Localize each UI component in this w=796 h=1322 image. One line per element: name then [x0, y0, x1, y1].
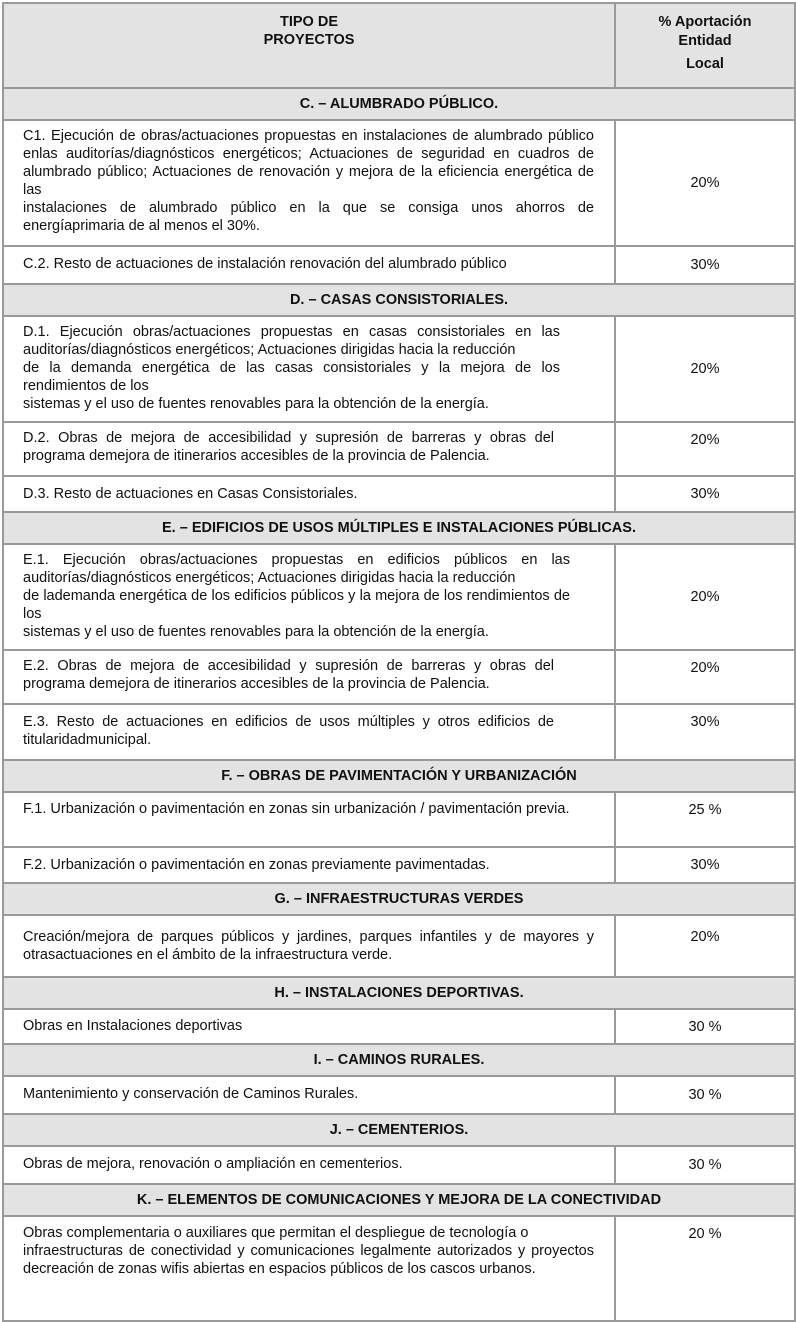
row-percentage: 30% [615, 476, 795, 512]
row-description [3, 847, 615, 883]
header-contribution-line1: % Aportación [658, 14, 752, 30]
row-percentage: 30% [615, 704, 795, 760]
row-description [3, 792, 615, 847]
row-text-line: instalaciones de alumbrado público en la que se consiga unos ahorros de energíaprimaria de al menos el 30%. [23, 200, 594, 234]
header-project-type-line2: PROYECTOS [263, 32, 355, 48]
row-description [3, 120, 615, 246]
row-text-line: C1. Ejecución de obras/actuaciones propuestas en instalaciones de alumbrado público enlas auditorías/diagnósticos energéticos; Actuaciones de seguridad en cuadros de alumbrado público; Actuaciones de renovación y mejora de la eficiencia energética de las [23, 128, 594, 198]
section-title: K. – ELEMENTOS DE COMUNICACIONES Y MEJORA DE LA CONECTIVIDAD [3, 1184, 795, 1216]
header-contribution-line3: Local [686, 56, 724, 72]
row-percentage: 20% [615, 316, 795, 422]
section-title: J. – CEMENTERIOS. [3, 1114, 795, 1146]
row-percentage: 20% [615, 544, 795, 650]
project-contribution-table [2, 2, 796, 1322]
row-percentage: 30% [615, 847, 795, 883]
row-description [3, 476, 615, 512]
table-row [3, 246, 795, 284]
row-text-line: Mantenimiento y conservación de Caminos Rurales. [23, 1086, 359, 1102]
row-description [3, 544, 615, 650]
section-title: C. – ALUMBRADO PÚBLICO. [3, 88, 795, 120]
row-text-line: E.2. Obras de mejora de accesibilidad y supresión de barreras y obras del programa demejora de itinerarios accesibles de la provincia de Palencia. [23, 658, 554, 692]
table-row [3, 120, 795, 246]
table-row [3, 1076, 795, 1114]
row-percentage: 20% [615, 422, 795, 476]
header-project-type [3, 3, 615, 88]
row-text-line: infraestructuras de conectividad y comunicaciones legalmente autorizados y proyectos decreación de zonas wifis abiertas en espacios públicos de los cascos urbanos. [23, 1243, 594, 1277]
table-row [3, 650, 795, 704]
section-title: D. – CASAS CONSISTORIALES. [3, 284, 795, 316]
section-title: F. – OBRAS DE PAVIMENTACIÓN Y URBANIZACIÓN [3, 760, 795, 792]
table-row [3, 704, 795, 760]
table-row [3, 792, 795, 847]
row-text-line: Obras en Instalaciones deportivas [23, 1018, 243, 1034]
row-text-line: F.2. Urbanización o pavimentación en zonas previamente pavimentadas. [23, 857, 490, 873]
row-description [3, 422, 615, 476]
row-percentage: 20% [615, 650, 795, 704]
row-description [3, 316, 615, 422]
table-row [3, 847, 795, 883]
table-header-row [3, 3, 795, 88]
section-row-e [3, 512, 795, 544]
row-text-line: sistemas y el uso de fuentes renovables para la obtención de la energía. [23, 624, 489, 640]
row-description [3, 650, 615, 704]
row-percentage: 20% [615, 915, 795, 977]
row-text-line: D.1. Ejecución obras/actuaciones propuestas en casas consistoriales en las auditorías/diagnósticos energéticos; Actuaciones dirigidas hacia la reducción [23, 324, 560, 358]
section-title: I. – CAMINOS RURALES. [3, 1044, 795, 1076]
row-description [3, 1216, 615, 1321]
section-title: E. – EDIFICIOS DE USOS MÚLTIPLES E INSTALACIONES PÚBLICAS. [3, 512, 795, 544]
table-row [3, 316, 795, 422]
row-description [3, 1009, 615, 1044]
section-row-f [3, 760, 795, 792]
section-title: G. – INFRAESTRUCTURAS VERDES [3, 883, 795, 915]
row-text-line: de la demanda energética de las casas consistoriales y la mejora de los rendimientos de los [23, 360, 560, 394]
table-row [3, 544, 795, 650]
row-text-line: Obras de mejora, renovación o ampliación en cementerios. [23, 1156, 403, 1172]
row-description [3, 915, 615, 977]
table-row [3, 1216, 795, 1321]
section-row-h [3, 977, 795, 1009]
section-row-k [3, 1184, 795, 1216]
table-row [3, 1146, 795, 1184]
row-percentage: 20 % [615, 1216, 795, 1321]
row-text-line: F.1. Urbanización o pavimentación en zonas sin urbanización / pavimentación previa. [23, 801, 570, 817]
row-percentage: 30% [615, 246, 795, 284]
row-percentage: 30 % [615, 1076, 795, 1114]
row-percentage: 30 % [615, 1009, 795, 1044]
section-row-j [3, 1114, 795, 1146]
row-percentage: 25 % [615, 792, 795, 847]
row-description [3, 1146, 615, 1184]
row-description [3, 246, 615, 284]
row-text-line: E.1. Ejecución obras/actuaciones propuestas en edificios públicos en las auditorías/diagnósticos energéticos; Actuaciones dirigidas hacia la reducción [23, 552, 570, 586]
table-row [3, 422, 795, 476]
section-row-g [3, 883, 795, 915]
table-row [3, 915, 795, 977]
table-row [3, 476, 795, 512]
section-row-c [3, 88, 795, 120]
header-project-type-line1: TIPO DE [279, 14, 338, 30]
row-text-line: Creación/mejora de parques públicos y jardines, parques infantiles y de mayores y otrasactuaciones en el ámbito de la infraestructura verde. [23, 929, 594, 963]
section-row-i [3, 1044, 795, 1076]
row-description [3, 704, 615, 760]
section-title: H. – INSTALACIONES DEPORTIVAS. [3, 977, 795, 1009]
header-contribution [615, 3, 795, 88]
section-row-d [3, 284, 795, 316]
row-percentage: 30 % [615, 1146, 795, 1184]
row-text-line: Obras complementaria o auxiliares que permitan el despliegue de tecnología o [23, 1225, 529, 1241]
row-text-line: E.3. Resto de actuaciones en edificios de usos múltiples y otros edificios de titularidadmunicipal. [23, 714, 554, 748]
row-text-line: D.3. Resto de actuaciones en Casas Consistoriales. [23, 486, 358, 502]
row-percentage: 20% [615, 120, 795, 246]
row-text-line: C.2. Resto de actuaciones de instalación renovación del alumbrado público [23, 256, 507, 272]
row-text-line: D.2. Obras de mejora de accesibilidad y supresión de barreras y obras del programa demejora de itinerarios accesibles de la provincia de Palencia. [23, 430, 554, 464]
row-description [3, 1076, 615, 1114]
row-text-line: de lademanda energética de los edificios públicos y la mejora de los rendimientos de los [23, 588, 570, 622]
row-text-line: sistemas y el uso de fuentes renovables para la obtención de la energía. [23, 396, 489, 412]
table-row [3, 1009, 795, 1044]
header-contribution-line2: Entidad [678, 33, 732, 49]
